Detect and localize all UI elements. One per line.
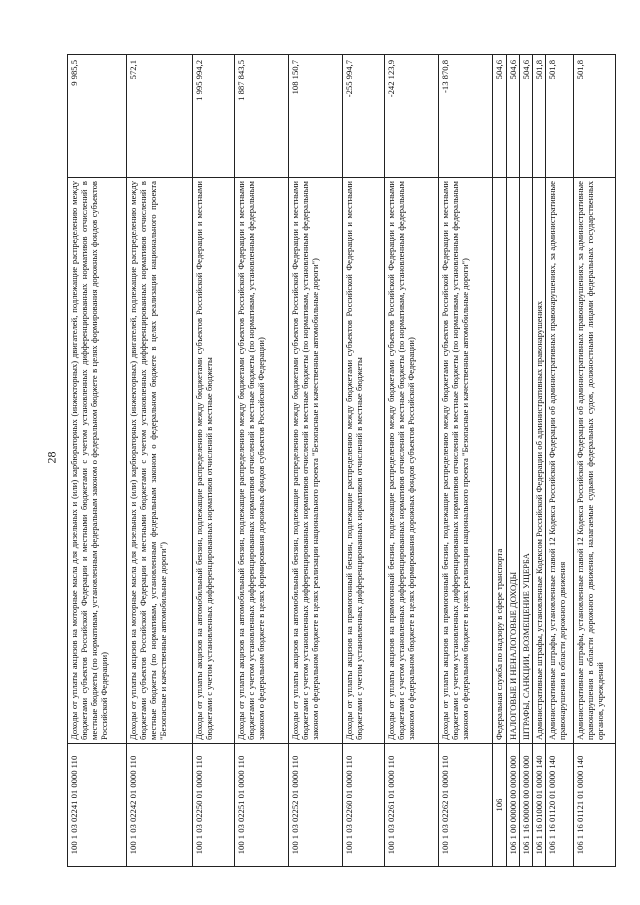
description-cell: Административные штрафы, установленные главой 12 Кодекса Российской Федерации об административных правонарушениях, за административные правонарушения в области дорожного движения, налагаемые судьями федеральных судов, должностными лицами федеральных государственных органов, учреждений bbox=[574, 178, 616, 744]
value-cell: 1 995 994,2 bbox=[193, 55, 235, 178]
code-cell: 106 bbox=[493, 744, 507, 867]
rotated-page bbox=[67, 55, 605, 867]
table-row bbox=[439, 55, 493, 867]
code-cell: 106 1 16 01000 01 0000 140 bbox=[533, 744, 546, 867]
description-cell: Доходы от уплаты акцизов на моторные масла для дизельных и (или) карбюраторных (инжекторных) двигателей, подлежащие распределению между бюджетами субъектов Российской Федерации и местными бюджетами с учетом установленных дифференцированных нормативов отчислений в местные бюджеты (по нормативам, установленным федеральным законом о федеральном бюджете в целях формирования дорожных фондов субъектов Российской Федерации) bbox=[68, 178, 127, 744]
description-cell: Доходы от уплаты акцизов на моторные масла для дизельных и (или) карбюраторных (инжекторных) двигателей, подлежащие распределению между бюджетами субъектов Российской Федерации и местными бюджетами с учетом установленных дифференцированных нормативов отчислений в местные бюджеты (по нормативам, установленным федеральным законом о федеральном бюджете в целях реализации национального проекта "Безопасные и качественные автомобильные дороги") bbox=[127, 178, 193, 744]
value-cell: 1 887 843,5 bbox=[235, 55, 289, 178]
description-cell: ШТРАФЫ, САНКЦИИ, ВОЗМЕЩЕНИЕ УЩЕРБА bbox=[520, 178, 533, 744]
code-cell: 100 1 03 02261 01 0000 110 bbox=[385, 744, 439, 867]
value-cell: 504,6 bbox=[493, 55, 507, 178]
table-row bbox=[289, 55, 343, 867]
description-cell: Доходы от уплаты акцизов на автомобильный бензин, подлежащие распределению между бюджетами субъектов Российской Федерации и местными бюджетами с учетом установленных дифференцированных нормативов отчислений в местные бюджеты bbox=[193, 178, 235, 744]
value-cell: 501,8 bbox=[546, 55, 574, 178]
table-row bbox=[520, 55, 533, 867]
description-cell: Административные штрафы, установленные главой 12 Кодекса Российской Федерации об административных правонарушениях, за административные правонарушения в области дорожного движения bbox=[546, 178, 574, 744]
value-cell: 501,8 bbox=[574, 55, 616, 178]
description-cell: Федеральная служба по надзору в сфере транспорта bbox=[493, 178, 507, 744]
value-cell: 9 985,5 bbox=[68, 55, 127, 178]
value-cell: -255 994,7 bbox=[343, 55, 385, 178]
table-row bbox=[343, 55, 385, 867]
value-cell: 108 150,7 bbox=[289, 55, 343, 178]
code-cell: 100 1 03 02241 01 0000 110 bbox=[68, 744, 127, 867]
value-cell: 504,6 bbox=[520, 55, 533, 178]
table-row bbox=[574, 55, 616, 867]
description-cell: Доходы от уплаты акцизов на автомобильный бензин, подлежащие распределению между бюджетами субъектов Российской Федерации и местными бюджетами с учетом установленных дифференцированных нормативов отчислений в местные бюджеты (по нормативам, установленным федеральным законом о федеральном бюджете в целях формирования дорожных фондов субъектов Российской Федерации) bbox=[235, 178, 289, 744]
description-cell: Доходы от уплаты акцизов на прямогонный бензин, подлежащие распределению между бюджетами субъектов Российской Федерации и местными бюджетами с учетом установленных дифференцированных нормативов отчислений в местные бюджеты (по нормативам, установленным федеральным законом о федеральном бюджете в целях реализации национального проекта "Безопасные и качественные автомобильные дороги") bbox=[439, 178, 493, 744]
table-row bbox=[546, 55, 574, 867]
value-cell: -242 123,9 bbox=[385, 55, 439, 178]
code-cell: 106 1 00 00000 00 0000 000 bbox=[507, 744, 520, 867]
code-cell: 100 1 03 02242 01 0000 110 bbox=[127, 744, 193, 867]
table-row bbox=[507, 55, 520, 867]
table-row bbox=[193, 55, 235, 867]
revenue-table bbox=[67, 54, 616, 867]
code-cell: 106 1 16 01120 01 0000 140 bbox=[546, 744, 574, 867]
code-cell: 100 1 03 02250 01 0000 110 bbox=[193, 744, 235, 867]
description-cell: Доходы от уплаты акцизов на прямогонный бензин, подлежащие распределению между бюджетами субъектов Российской Федерации и местными бюджетами с учетом установленных дифференцированных нормативов отчислений в местные бюджеты bbox=[343, 178, 385, 744]
code-cell: 106 1 16 01121 01 0000 140 bbox=[574, 744, 616, 867]
code-cell: 106 1 16 00000 00 0000 000 bbox=[520, 744, 533, 867]
code-cell: 100 1 03 02251 01 0000 110 bbox=[235, 744, 289, 867]
table-row bbox=[385, 55, 439, 867]
table-row bbox=[68, 55, 127, 867]
value-cell: -13 870,8 bbox=[439, 55, 493, 178]
value-cell: 504,6 bbox=[507, 55, 520, 178]
table-row bbox=[127, 55, 193, 867]
table-row bbox=[235, 55, 289, 867]
table-row bbox=[533, 55, 546, 867]
description-cell: НАЛОГОВЫЕ И НЕНАЛОГОВЫЕ ДОХОДЫ bbox=[507, 178, 520, 744]
description-cell: Доходы от уплаты акцизов на прямогонный бензин, подлежащие распределению между бюджетами субъектов Российской Федерации и местными бюджетами с учетом установленных дифференцированных нормативов отчислений в местные бюджеты (по нормативам, установленным федеральным законом о федеральном бюджете в целях формирования дорожных фондов субъектов Российской Федерации) bbox=[385, 178, 439, 744]
value-cell: 572,1 bbox=[127, 55, 193, 178]
description-cell: Административные штрафы, установленные Кодексом Российской Федерации об административных правонарушениях bbox=[533, 178, 546, 744]
table-row bbox=[493, 55, 507, 867]
code-cell: 100 1 03 02262 01 0000 110 bbox=[439, 744, 493, 867]
description-cell: Доходы от уплаты акцизов на автомобильный бензин, подлежащие распределению между бюджетами субъектов Российской Федерации и местными бюджетами с учетом установленных дифференцированных нормативов отчислений в местные бюджеты (по нормативам, установленным федеральным законом о федеральном бюджете в целях реализации национального проекта "Безопасные и качественные автомобильные дороги") bbox=[289, 178, 343, 744]
value-cell: 501,8 bbox=[533, 55, 546, 178]
code-cell: 100 1 03 02252 01 0000 110 bbox=[289, 744, 343, 867]
page-number: 28 bbox=[44, 451, 59, 464]
code-cell: 100 1 03 02260 01 0000 110 bbox=[343, 744, 385, 867]
